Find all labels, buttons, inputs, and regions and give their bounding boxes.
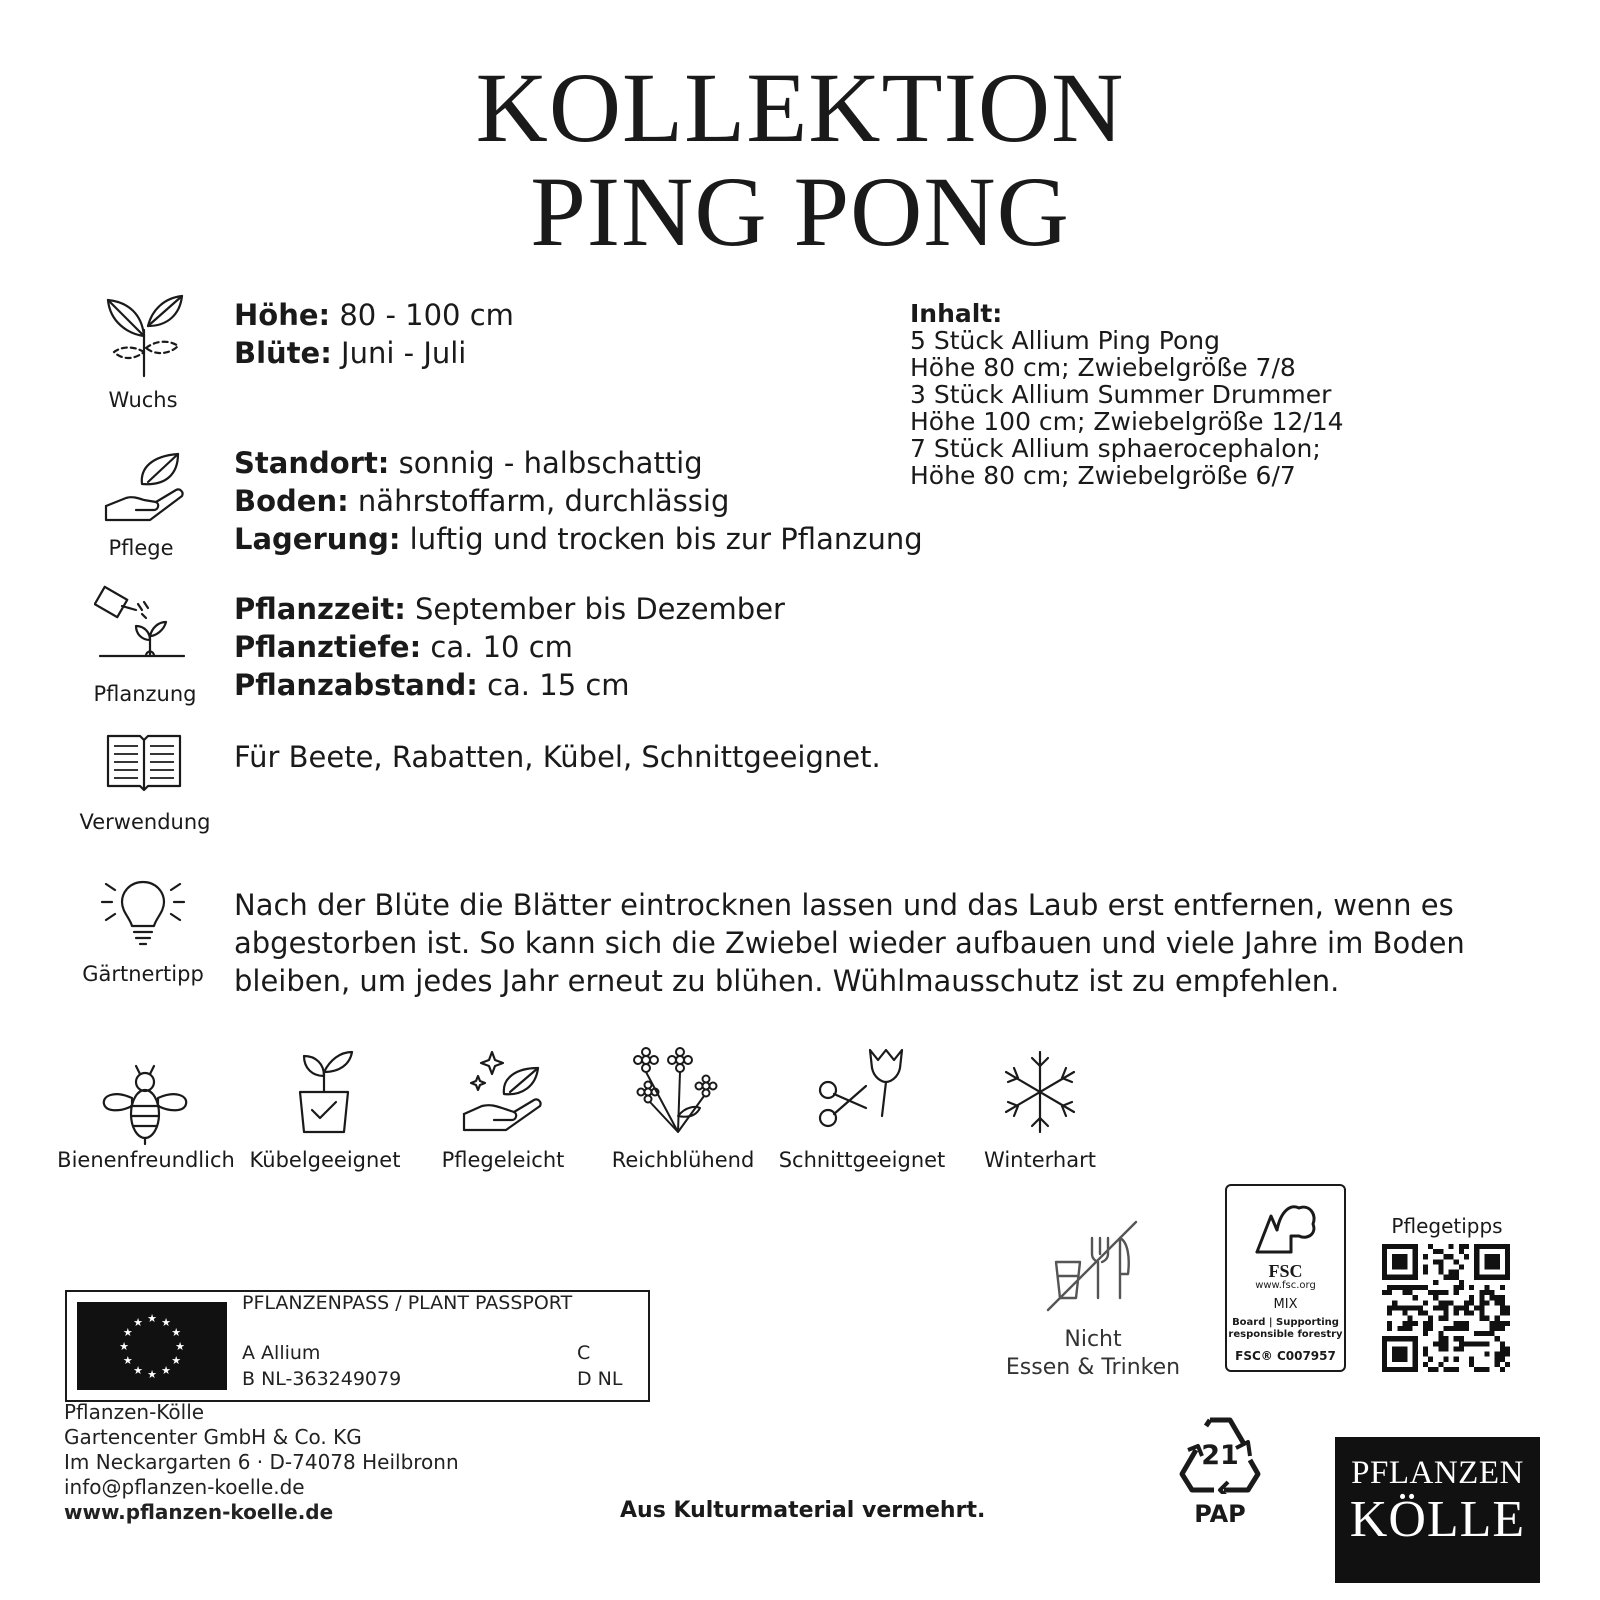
svg-text:★: ★	[122, 1326, 133, 1339]
brand-logo	[1335, 1437, 1540, 1583]
propagation-note: Aus Kulturmaterial vermehrt.	[620, 1498, 986, 1523]
tip-line: abgestorben ist. So kann sich die Zwiebel wieder aufbauen und viele Jahre im Boden	[234, 926, 1465, 960]
pflanzzeit-key: Pflanzzeit:	[234, 592, 406, 626]
company-website[interactable]: www.pflanzen-koelle.de	[64, 1500, 334, 1524]
svg-text:★: ★	[175, 1340, 185, 1353]
pflanztiefe-value: ca. 10 cm	[421, 630, 573, 664]
company-line: Gartencenter GmbH & Co. KG	[64, 1425, 362, 1449]
bee-icon	[100, 1060, 190, 1146]
brand-line2: KÖLLE	[1349, 1491, 1526, 1548]
qr-label: Pflegetipps	[1391, 1214, 1503, 1238]
hoehe-value: 80 - 100 cm	[330, 298, 514, 332]
no-eat-drink-icon	[1044, 1218, 1140, 1314]
inhalt-line: 7 Stück Allium sphaerocephalon;	[910, 434, 1321, 463]
fsc-label	[1225, 1184, 1346, 1372]
feature-label: Winterhart	[984, 1148, 1096, 1172]
svg-text:★: ★	[133, 1315, 143, 1329]
hand-leaf-icon	[100, 448, 186, 528]
standort-value: sonnig - halbschattig	[389, 446, 703, 480]
feature-label: Kübelgeeignet	[249, 1148, 401, 1172]
lagerung-value: luftig und trocken bis zur Pflanzung	[400, 522, 923, 556]
hoehe-key: Höhe:	[234, 298, 331, 332]
pflanztiefe-key: Pflanztiefe:	[234, 630, 422, 664]
pflanzung-info	[234, 590, 785, 704]
inhalt-block	[910, 300, 1344, 489]
passport-c: C	[577, 1342, 591, 1364]
page-subtitle: PING PONG	[530, 156, 1070, 267]
feature-label: Schnittgeeignet	[778, 1148, 946, 1172]
hand-sparkle-icon	[460, 1050, 544, 1134]
eu-flag-icon	[77, 1302, 227, 1390]
tip-line: Nach der Blüte die Blätter eintrocknen lassen und das Laub erst entfernen, wenn es	[234, 888, 1454, 922]
gaertnertipp-text	[234, 886, 1534, 1000]
svg-text:★: ★	[119, 1340, 129, 1353]
not-edible-text	[990, 1326, 1196, 1382]
pflanzabstand-value: ca. 15 cm	[477, 668, 630, 702]
company-name: Pflanzen-Kölle	[64, 1400, 205, 1424]
inhalt-line: Höhe 100 cm; Zwiebelgröße 12/14	[910, 407, 1344, 436]
standort-key: Standort:	[234, 446, 390, 480]
company-address	[64, 1400, 459, 1525]
svg-text:★: ★	[147, 1312, 157, 1325]
fsc-code: FSC® C007957	[1235, 1349, 1336, 1363]
feature-label: Pflegeleicht	[441, 1148, 565, 1172]
scissors-tulip-icon	[816, 1046, 906, 1132]
plant-passport	[65, 1290, 650, 1402]
gaertnertipp-label: Gärtnertipp	[82, 962, 204, 986]
flowers-icon	[632, 1046, 722, 1136]
brand-line1: PFLANZEN	[1351, 1455, 1524, 1491]
verwendung-label: Verwendung	[79, 810, 211, 834]
pflanzzeit-value: September bis Dezember	[405, 592, 785, 626]
inhalt-line: Höhe 80 cm; Zwiebelgröße 6/7	[910, 461, 1296, 490]
svg-text:★: ★	[133, 1364, 143, 1378]
inhalt-line: 3 Stück Allium Summer Drummer	[910, 380, 1332, 409]
passport-header: PFLANZENPASS / PLANT PASSPORT	[242, 1292, 573, 1314]
passport-a: A Allium	[242, 1342, 321, 1364]
fsc-name: FSC	[1268, 1261, 1303, 1281]
lightbulb-icon	[98, 876, 188, 948]
watering-can-icon	[94, 580, 190, 666]
inhalt-line: 5 Stück Allium Ping Pong	[910, 326, 1220, 355]
qr-code[interactable]	[1382, 1244, 1510, 1372]
company-line: Im Neckargarten 6 · D-74078 Heilbronn	[64, 1450, 459, 1474]
not-edible-line2: Essen & Trinken	[1005, 1355, 1181, 1380]
wuchs-info	[234, 296, 514, 372]
book-icon	[104, 732, 184, 794]
not-edible-line1: Nicht	[1064, 1327, 1122, 1352]
recycle-number: 21	[1201, 1440, 1239, 1471]
svg-text:★: ★	[161, 1315, 171, 1329]
tip-line: bleiben, um jedes Jahr erneut zu blühen. Wühlmausschutz ist zu empfehlen.	[234, 964, 1340, 998]
bluete-value: Juni - Juli	[331, 336, 467, 370]
passport-b: B NL-363249079	[242, 1368, 402, 1390]
inhalt-line: Höhe 80 cm; Zwiebelgröße 7/8	[910, 353, 1296, 382]
svg-text:★: ★	[147, 1368, 157, 1381]
fsc-mix: MIX	[1273, 1297, 1298, 1312]
pflege-label: Pflege	[108, 536, 174, 560]
pflanzung-label: Pflanzung	[93, 682, 197, 706]
fsc-tree-icon	[1227, 1196, 1344, 1262]
feature-label: Bienenfreundlich	[57, 1148, 235, 1172]
inhalt-heading: Inhalt:	[910, 299, 1003, 328]
boden-key: Boden:	[234, 484, 349, 518]
verwendung-text: Für Beete, Rabatten, Kübel, Schnittgeeignet.	[234, 740, 881, 774]
snowflake-icon	[1000, 1050, 1080, 1134]
boden-value: nährstoffarm, durchlässig	[348, 484, 730, 518]
recycle-code: PAP	[1194, 1500, 1246, 1528]
wuchs-label: Wuchs	[108, 388, 178, 412]
svg-text:★: ★	[161, 1364, 171, 1378]
fsc-line2: responsible forestry	[1228, 1329, 1343, 1340]
svg-text:★: ★	[171, 1326, 182, 1339]
pot-check-icon	[290, 1046, 360, 1136]
company-email[interactable]: info@pflanzen-koelle.de	[64, 1475, 305, 1499]
fsc-line1: Board | Supporting	[1232, 1317, 1339, 1328]
passport-d: D NL	[577, 1368, 623, 1390]
page-title: KOLLEKTION	[475, 52, 1125, 163]
feature-label: Reichblühend	[611, 1148, 755, 1172]
pflege-info	[234, 444, 923, 558]
bluete-key: Blüte:	[234, 336, 332, 370]
pflanzabstand-key: Pflanzabstand:	[234, 668, 478, 702]
svg-text:★: ★	[171, 1354, 182, 1367]
leaves-icon	[98, 290, 190, 382]
svg-text:★: ★	[122, 1354, 133, 1367]
lagerung-key: Lagerung:	[234, 522, 401, 556]
fsc-url: www.fsc.org	[1255, 1280, 1316, 1291]
